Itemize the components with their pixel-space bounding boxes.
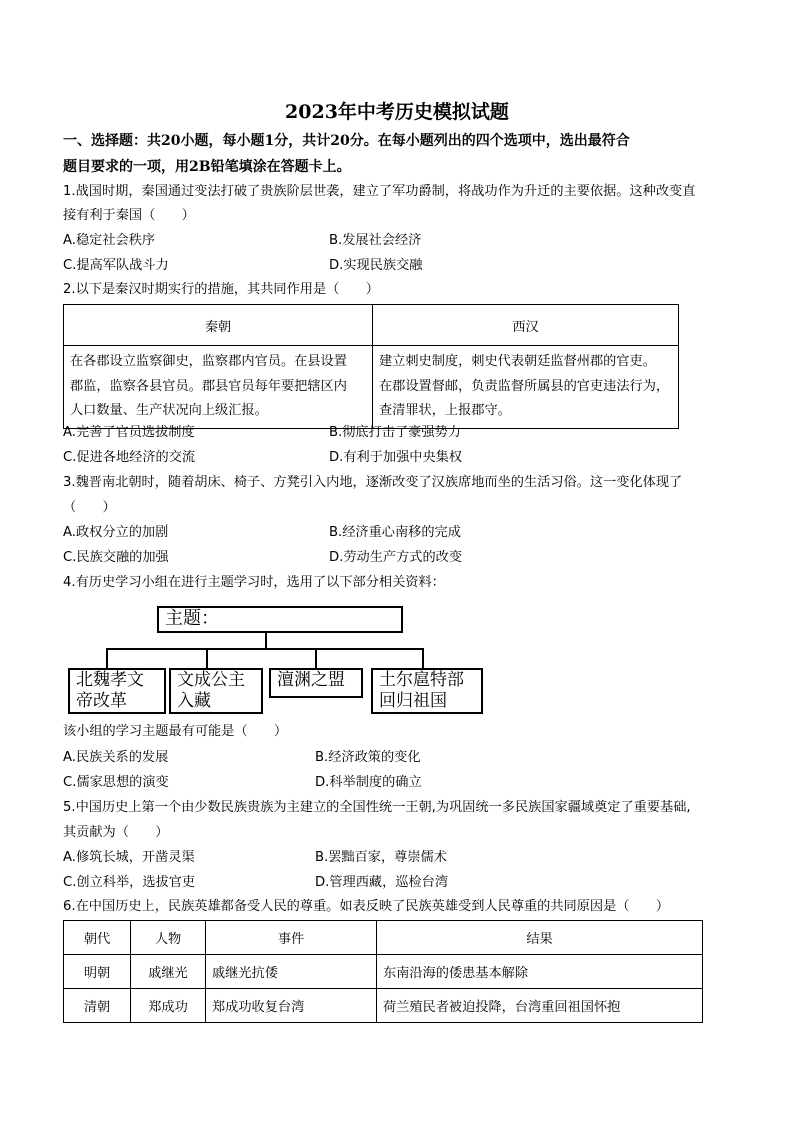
topic-box-line: 帝改革 (76, 691, 127, 711)
q6-header-event: 事件 (206, 921, 377, 955)
connector-drop-3 (315, 648, 317, 668)
theme-box: 主题： (157, 606, 403, 633)
q2-stem: 2.以下是秦汉时期实行的措施，其共同作用是（ ） (63, 282, 379, 297)
q1-stem-line2: 接有利于秦国（ ） (63, 208, 195, 223)
table-row (64, 989, 703, 1023)
topic-box-line: 文成公主 (177, 670, 245, 690)
q2-option-b: B.彻底打击了豪强势力 (329, 425, 461, 440)
q4-stem: 4.有历史学习小组在进行主题学习时，选用了以下部分相关资料： (63, 575, 445, 590)
q4-option-a: A.民族关系的发展 (63, 750, 169, 765)
q5-option-b: B.罢黜百家，尊崇儒术 (315, 850, 447, 865)
q1-option-a: A.稳定社会秩序 (63, 233, 156, 248)
q4-theme-diagram (65, 600, 485, 718)
q6-cell: 戚继光抗倭 (206, 955, 377, 989)
q5-option-d: D.管理西藏，巡检台湾 (315, 875, 449, 890)
topic-box-line: 入藏 (177, 691, 211, 711)
topic-box-xiaowen-reform (68, 668, 166, 714)
q3-option-d: D.劳动生产方式的改变 (329, 550, 463, 565)
topic-box-line: 土尔扈特部 (379, 670, 464, 690)
q2-comparison-table (63, 304, 679, 429)
q2-cell-xihan (373, 346, 679, 429)
q2-xihan-line: 在郡设置督邮，负责监督所属县的官吏违法行为， (379, 378, 670, 394)
q6-header-dynasty: 朝代 (64, 921, 131, 955)
q6-cell: 清朝 (64, 989, 131, 1023)
q5-stem-line1: 5.中国历史上第一个由少数民族贵族为主建立的全国性统一王朝,为巩固统一多民族国家疆域奠定了重要基础, (63, 800, 691, 815)
q1-option-c: C.提高军队战斗力 (63, 258, 169, 273)
topic-box-torghut (371, 668, 483, 714)
q6-cell: 明朝 (64, 955, 131, 989)
q6-cell: 郑成功收复台湾 (206, 989, 377, 1023)
q2-header-qin: 秦朝 (64, 305, 373, 346)
q6-cell: 郑成功 (131, 989, 206, 1023)
table-row (64, 955, 703, 989)
q4-question: 该小组的学习主题最有可能是（ ） (63, 724, 288, 739)
q3-option-c: C.民族交融的加强 (63, 550, 169, 565)
q1-option-b: B.发展社会经济 (329, 233, 422, 248)
q6-cell: 荷兰殖民者被迫投降，台湾重回祖国怀抱 (377, 989, 703, 1023)
q2-xihan-line: 建立刺史制度，刺史代表朝廷监督州郡的官吏。 (379, 354, 656, 369)
q3-stem-line2: （ ） (63, 500, 116, 515)
q2-option-d: D.有利于加强中央集权 (329, 450, 463, 465)
q2-cell-qin (64, 346, 373, 429)
topic-box-line: 北魏孝文 (76, 670, 144, 690)
page-title: 2023年中考历史模拟试题 (285, 101, 509, 123)
q6-header-result: 结果 (377, 921, 703, 955)
q6-cell: 戚继光 (131, 955, 206, 989)
topic-box-chanyuan (269, 668, 363, 698)
q2-xihan-line: 查清罪状，上报郡守。 (379, 403, 511, 418)
topic-box-wencheng (169, 668, 263, 714)
section-instructions-line1: 一、选择题：共20小题，每小题1分，共计20分。在每小题列出的四个选项中，选出最符合 (63, 133, 630, 149)
q2-qin-line: 在各郡设立监察御史，监察郡内官员。在县设置 (70, 354, 347, 369)
q3-stem-line1: 3.魏晋南北朝时，随着胡床、椅子、方凳引入内地，逐渐改变了汉族席地而坐的生活习俗。这一变化体现了 (63, 475, 683, 490)
q6-stem: 6.在中国历史上，民族英雄都备受人民的尊重。如表反映了民族英雄受到人民尊重的共同原因是（ ） (63, 899, 670, 914)
q6-cell: 东南沿海的倭患基本解除 (377, 955, 703, 989)
connector-drop-1 (106, 648, 108, 668)
q5-option-a: A.修筑长城，开凿灵渠 (63, 850, 195, 865)
connector-drop-2 (206, 648, 208, 668)
q6-header-person: 人物 (131, 921, 206, 955)
q5-stem-line2: 其贡献为（ ） (63, 825, 169, 840)
q2-header-xihan: 西汉 (373, 305, 679, 346)
q2-qin-line: 郡监，监察各县官员。郡县官员每年要把辖区内 (70, 378, 347, 394)
q2-option-c: C.促进各地经济的交流 (63, 450, 196, 465)
q5-option-c: C.创立科举，选拔官吏 (63, 875, 196, 890)
connector-drop-4 (422, 648, 424, 668)
q2-option-a: A.完善了官员选拔制度 (63, 425, 195, 440)
q3-option-a: A.政权分立的加剧 (63, 525, 169, 540)
table-header-row (64, 921, 703, 955)
q4-option-c: C.儒家思想的演变 (63, 775, 169, 790)
q6-heroes-table (63, 920, 703, 1023)
connector-vertical (265, 631, 267, 649)
q3-option-b: B.经济重心南移的完成 (329, 525, 461, 540)
q4-option-b: B.经济政策的变化 (315, 750, 421, 765)
topic-box-line: 澶渊之盟 (277, 670, 345, 690)
section-instructions-line2: 题目要求的一项，用2B铅笔填涂在答题卡上。 (63, 159, 351, 175)
connector-horizontal (106, 648, 424, 650)
q4-option-d: D.科举制度的确立 (315, 775, 422, 790)
topic-box-line: 回归祖国 (379, 691, 447, 711)
q1-option-d: D.实现民族交融 (329, 258, 423, 273)
q2-qin-line: 人口数量、生产状况向上级汇报。 (70, 403, 268, 418)
q1-stem-line1: 1.战国时期，秦国通过变法打破了贵族阶层世袭，建立了军功爵制，将战功作为升迁的主要依据。这种改变直 (63, 184, 696, 199)
